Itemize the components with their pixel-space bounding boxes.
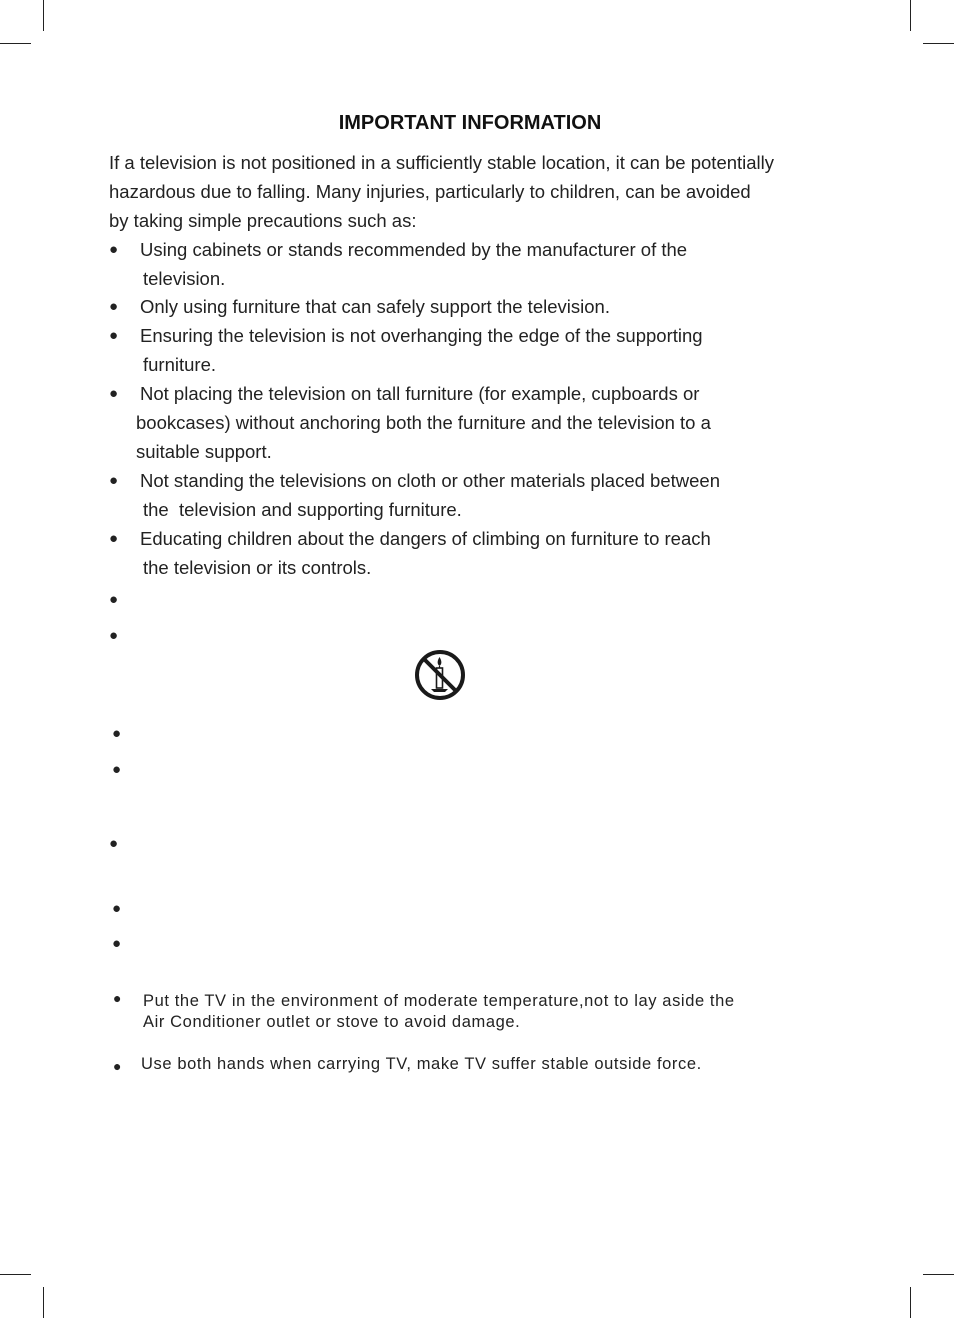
bullet-icon: ● (109, 530, 119, 547)
bullet-icon: ● (113, 1058, 122, 1074)
bullet-icon: ● (109, 327, 119, 344)
bullet-icon: ● (109, 591, 119, 608)
intro-line: hazardous due to falling. Many injuries, particularly to children, can be avoided (109, 181, 751, 202)
precaution-line: Not standing the televisions on cloth or other materials placed between (140, 470, 721, 491)
intro-line: If a television is not positioned in a sufficiently stable location, it can be potentially (109, 152, 775, 173)
crop-mark (923, 43, 954, 44)
note-line: Air Conditioner outlet or stove to avoid damage. (143, 1013, 521, 1031)
note-item (143, 991, 735, 1033)
crop-mark (910, 1287, 911, 1318)
crop-mark (43, 1287, 44, 1318)
bullet-icon: ● (112, 761, 122, 778)
bullet-icon: ● (109, 835, 119, 852)
precaution-line: furniture. (143, 354, 217, 375)
intro-line: by taking simple precautions such as: (109, 210, 417, 231)
precaution-line: television. (143, 268, 226, 289)
bullet-icon: ● (112, 725, 122, 742)
precaution-line: Educating children about the dangers of climbing on furniture to reach (140, 528, 711, 549)
intro-paragraph (109, 148, 849, 235)
crop-mark (43, 0, 44, 31)
bullet-icon: ● (109, 298, 119, 315)
bullet-icon: ● (109, 385, 119, 402)
bullet-icon: ● (109, 627, 119, 644)
bullet-icon: ● (112, 900, 122, 917)
precaution-line: bookcases) without anchoring both the furniture and the television to a (136, 412, 711, 433)
crop-mark (923, 1274, 954, 1275)
bullet-icon: ● (109, 241, 119, 258)
precaution-line: suitable support. (136, 441, 272, 462)
crop-mark (0, 1274, 31, 1275)
crop-mark (0, 43, 31, 44)
note-item (141, 1054, 702, 1075)
crop-mark (910, 0, 911, 31)
bullet-icon: ● (113, 990, 122, 1006)
note-line: Put the TV in the environment of moderate temperature,not to lay aside the (143, 992, 735, 1010)
bullet-icon: ● (112, 935, 122, 952)
precaution-line: the television or its controls. (143, 557, 372, 578)
precaution-line: the television and supporting furniture. (143, 499, 462, 520)
note-line: Use both hands when carrying TV, make TV suffer stable outside force. (141, 1055, 702, 1073)
precaution-line: Not placing the television on tall furniture (for example, cupboards or (140, 383, 700, 404)
precaution-line: Ensuring the television is not overhanging the edge of the supporting (140, 325, 703, 346)
precaution-line: Only using furniture that can safely support the television. (140, 296, 610, 317)
no-open-flame-icon (414, 649, 466, 701)
page-title: IMPORTANT INFORMATION (338, 112, 602, 134)
precaution-line: Using cabinets or stands recommended by the manufacturer of the (140, 239, 688, 260)
bullet-icon: ● (109, 472, 119, 489)
